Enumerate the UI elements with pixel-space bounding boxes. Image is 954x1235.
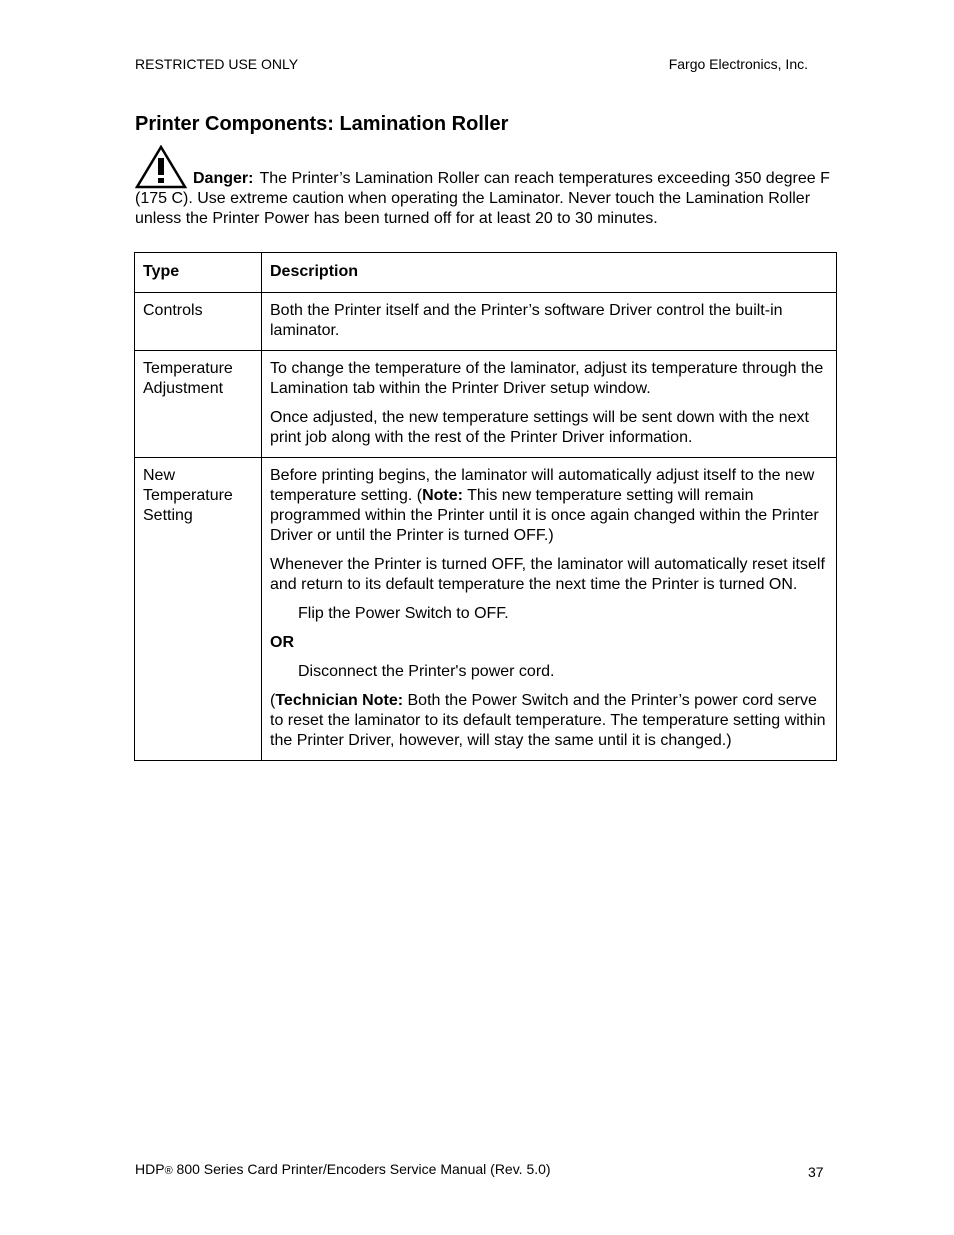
- table-row: [135, 458, 837, 761]
- description-paragraph: To change the temperature of the laminator, adjust its temperature through the Lamination tab within the Printer Driver setup window.: [270, 360, 824, 397]
- or-separator: OR: [270, 634, 294, 651]
- paragraph-text: Both the Power Switch and the Printer’s power cord serve to reset the laminator to its default temperature. The temperature setting within the Printer Driver, however, will stay the same until it is changed.): [270, 692, 826, 749]
- danger-label: Danger:: [193, 170, 254, 187]
- danger-notice: [135, 145, 840, 229]
- step-power-switch: Flip the Power Switch to OFF.: [298, 605, 509, 622]
- danger-text: The Printer’s Lamination Roller can reach temperatures exceeding 350 degree F (175 C). Use extreme caution when operating the Laminator. Never touch the Lamination Roller unless the Printer Power has been turned off for at least 20 to 30 minutes.: [135, 170, 830, 227]
- page-number: 37: [808, 1164, 824, 1180]
- header-company-name: Fargo Electronics, Inc.: [668, 56, 808, 72]
- column-header-type: Type: [135, 253, 262, 293]
- lamination-roller-table: [134, 252, 837, 761]
- technician-note-label: Technician Note:: [275, 692, 404, 709]
- warning-triangle-icon: [135, 145, 187, 189]
- footer-manual-title: [135, 1161, 551, 1177]
- note-label: Note:: [422, 487, 463, 504]
- paragraph-text: This new temperature setting will remain programmed within the Printer until it is once again changed within the Printer Driver or until the Printer is turned OFF.): [270, 487, 819, 544]
- description-paragraph: Whenever the Printer is turned OFF, the laminator will automatically reset itself and return to its default temperature the next time the Printer is turned ON.: [270, 556, 825, 593]
- table-row: [135, 351, 837, 458]
- row-type-temperature-adjustment: Temperature Adjustment: [135, 351, 262, 458]
- step-power-cord: Disconnect the Printer's power cord.: [298, 663, 555, 680]
- row-description-temperature-adjustment: [262, 351, 837, 458]
- header-restricted-notice: RESTRICTED USE ONLY: [135, 56, 299, 72]
- page-title: Printer Components: Lamination Roller: [135, 113, 509, 135]
- row-type-new-temperature-setting: New Temperature Setting: [135, 458, 262, 761]
- description-paragraph: [270, 466, 828, 546]
- row-description-controls: [262, 293, 837, 351]
- footer-manual-name: 800 Series Card Printer/Encoders Service Manual (Rev. 5.0): [172, 1161, 551, 1177]
- registered-mark: ®: [164, 1165, 173, 1177]
- paragraph-text: Before printing begins, the laminator will automatically adjust itself to the new temperature setting. (: [270, 467, 815, 504]
- table-row: [135, 293, 837, 351]
- row-description-new-temperature-setting: [262, 458, 837, 761]
- paragraph-text: (: [270, 692, 276, 709]
- footer-product: HDP: [135, 1161, 165, 1177]
- technician-note: [270, 691, 828, 751]
- column-header-description: Description: [262, 253, 837, 293]
- table-header-row: [135, 253, 837, 293]
- description-paragraph: Both the Printer itself and the Printer’s software Driver control the built-in laminator.: [270, 302, 783, 339]
- description-paragraph: Once adjusted, the new temperature settings will be sent down with the next print job along with the rest of the Printer Driver information.: [270, 409, 809, 446]
- row-type-controls: Controls: [135, 293, 262, 351]
